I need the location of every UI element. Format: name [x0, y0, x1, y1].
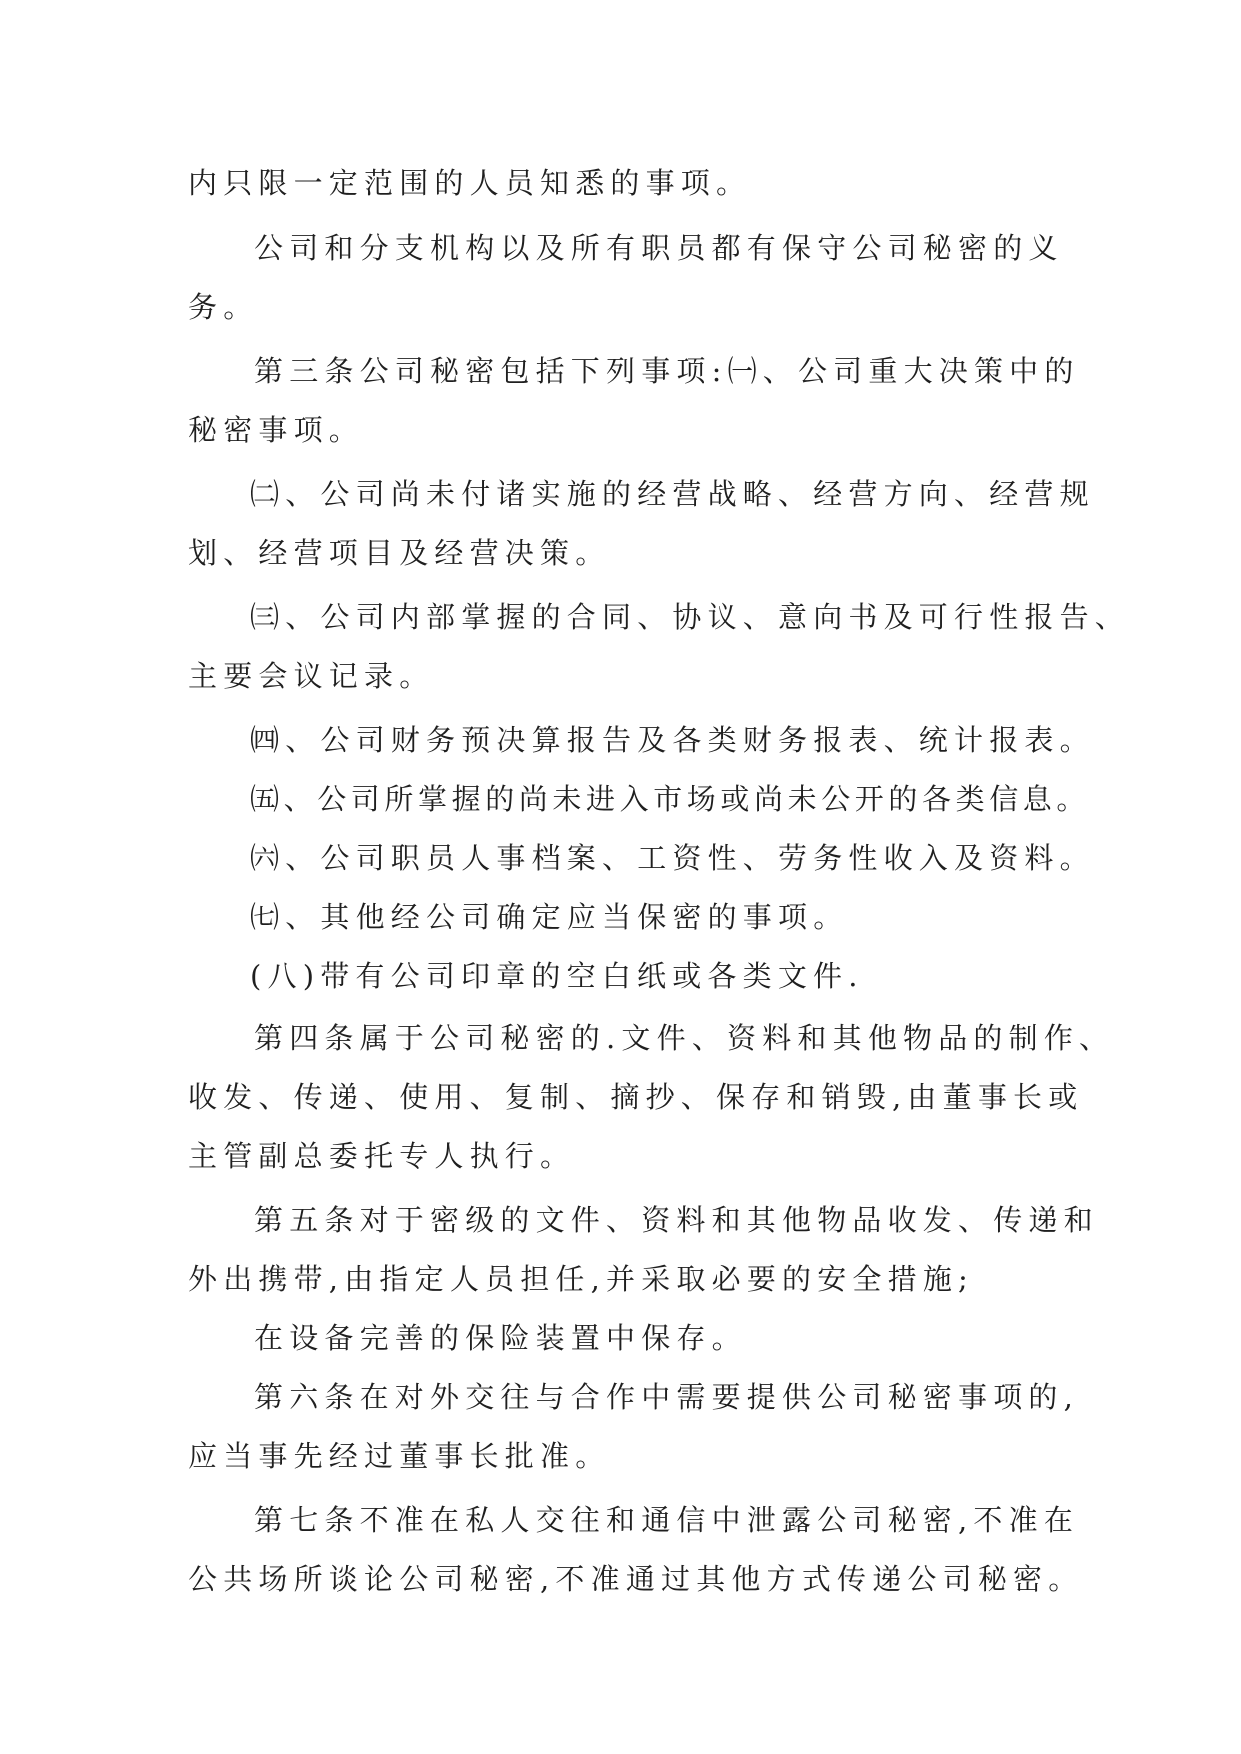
text-line: ㈡、公司尚未付诸实施的经营战略、经营方向、经营规 — [250, 477, 1095, 511]
document-body — [188, 154, 1131, 1609]
text-line: 收发、传递、使用、复制、摘抄、保存和销毁,由董事长或 — [188, 1080, 1084, 1114]
text-line: 第六条在对外交往与合作中需要提供公司秘密事项的, — [254, 1380, 1080, 1414]
text-line: 公司和分支机构以及所有职员都有保守公司秘密的义 — [254, 231, 1064, 265]
text-line: 划、经营项目及经营决策。 — [188, 536, 611, 570]
text-line: 主要会议记录。 — [188, 659, 435, 693]
text-line: 第五条对于密级的文件、资料和其他物品收发、传递和 — [254, 1203, 1099, 1237]
text-line: 第四条属于公司秘密的.文件、资料和其他物品的制作、 — [254, 1021, 1115, 1055]
text-line: ㈣、公司财务预决算报告及各类财务报表、统计报表。 — [250, 723, 1095, 757]
text-line: 在设备完善的保险装置中保存。 — [254, 1321, 747, 1355]
text-line: 内只限一定范围的人员知悉的事项。 — [188, 166, 752, 200]
text-line: 第三条公司秘密包括下列事项:㈠、公司重大决策中的 — [254, 354, 1080, 388]
text-line: 秘密事项。 — [188, 413, 365, 447]
text-line: (八)带有公司印章的空白纸或各类文件. — [250, 959, 864, 993]
text-line: 主管副总委托专人执行。 — [188, 1139, 576, 1173]
text-line: ㈥、公司职员人事档案、工资性、劳务性收入及资料。 — [250, 841, 1095, 875]
text-line: ㈤、公司所掌握的尚未进入市场或尚未公开的各类信息。 — [250, 782, 1091, 816]
text-line: 公共场所谈论公司秘密,不准通过其他方式传递公司秘密。 — [188, 1562, 1084, 1596]
text-line: 外出携带,由指定人员担任,并采取必要的安全措施; — [188, 1262, 975, 1296]
text-line: 应当事先经过董事长批准。 — [188, 1439, 611, 1473]
text-line: 第七条不准在私人交往和通信中泄露公司秘密,不准在 — [254, 1503, 1080, 1537]
text-line: ㈢、公司内部掌握的合同、协议、意向书及可行性报告、 — [250, 600, 1131, 634]
text-line: ㈦、其他经公司确定应当保密的事项。 — [250, 900, 849, 934]
text-line: 务。 — [188, 290, 259, 324]
